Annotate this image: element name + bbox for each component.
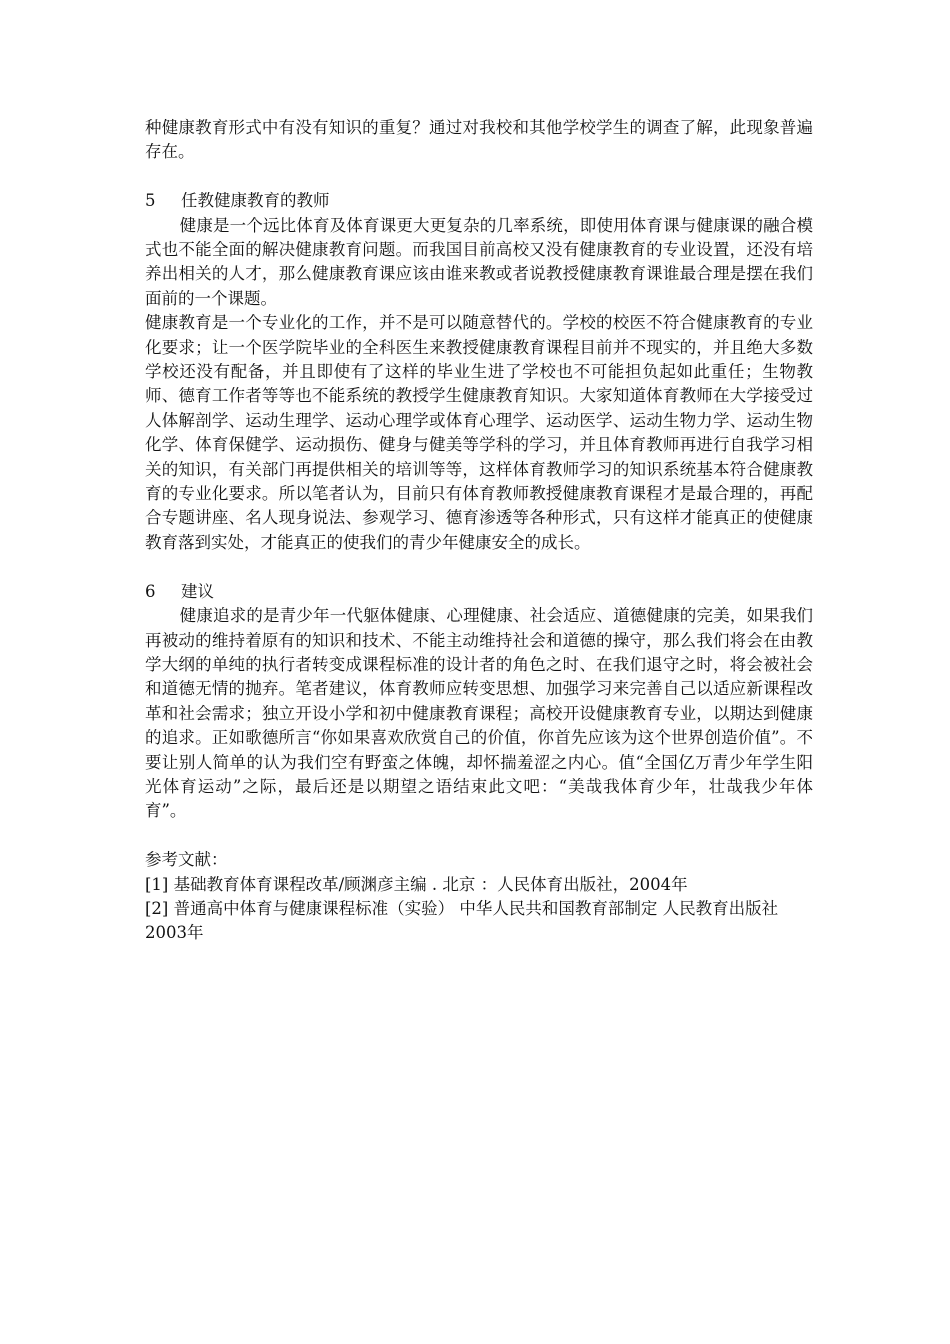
section-5-number: 5 — [145, 191, 156, 211]
section-5-paragraph-2: 健康教育是一个专业化的工作，并不是可以随意替代的。学校的校医不符合健康教育的专业化要求；让一个医学院毕业的全科医生来教授健康教育课程目前并不现实的，并且绝大多数学校还没有配备，并且即使有了这样的毕业生进了学校也不可能担负起如此重任；生物教师、德育工作者等等也不能系统的教授学生健康教育知识。大家知道体育教师在大学接受过人体解剖学、运动生理学、运动心理学或体育心理学、运动医学、运动生物力学、运动生物化学、体育保健学、运动损伤、健身与健美等学科的学习，并且体育教师再进行自我学习相关的知识，有关部门再提供相关的培训等等，这样体育教师学习的知识系统基本符合健康教育的专业化要求。所以笔者认为，目前只有体育教师教授健康教育课程才是最合理的，再配合专题讲座、名人现身说法、参观学习、德育渗透等各种形式，只有这样才能真正的使健康教育落到实处，才能真正的使我们的青少年健康安全的成长。 — [145, 313, 813, 552]
reference-item-2: [2] 普通高中体育与健康课程标准（实验） 中华人民共和国教育部制定 人民教育出版社 2003年 — [145, 898, 779, 943]
section-5-paragraph-1: 健康是一个远比体育及体育课更大更复杂的几率系统，即使用体育课与健康课的融合模式也不能全面的解决健康教育问题。而我国目前高校又没有健康教育的专业设置，还没有培养出相关的人才，那么健康教育课应该由谁来教或者说教授健康教育课谁最合理是摆在我们面前的一个课题。 — [145, 215, 813, 308]
references-heading: 参考文献： — [145, 850, 228, 870]
document-page — [145, 116, 813, 946]
section-6-heading — [145, 580, 813, 604]
intro-paragraph: 种健康教育形式中有没有知识的重复？通过对我校和其他学校学生的调查了解，此现象普遍存在。 — [145, 118, 813, 162]
section-5-title: 任教健康教育的教师 — [181, 191, 330, 211]
spacer — [145, 555, 813, 579]
reference-item-1: [1] 基础教育体育课程改革/顾渊彦主编 . 北京 ：人民体育出版社，2004年 — [145, 874, 688, 894]
spacer — [145, 824, 813, 848]
spacer — [145, 165, 813, 189]
section-5-heading — [145, 189, 813, 213]
section-6-title: 建议 — [181, 581, 214, 601]
section-6-number: 6 — [145, 581, 156, 601]
section-6-paragraph-1: 健康追求的是青少年一代躯体健康、心理健康、社会适应、道德健康的完美，如果我们再被动的维持着原有的知识和技术、不能主动维持社会和道德的操守，那么我们将会在由教学大纲的单纯的执行者转变成课程标准的设计者的角色之时、在我们退守之时，将会被社会和道德无情的抛弃。笔者建议，体育教师应转变思想、加强学习来完善自己以适应新课程改革和社会需求；独立开设小学和初中健康教育课程；高校开设健康教育专业，以期达到健康的追求。正如歌德所言“你如果喜欢欣赏自己的价值，你首先应该为这个世界创造价值”。不要让别人简单的认为我们空有野蛮之体魄，却怀揣羞涩之内心。值“全国亿万青少年学生阳光体育运动”之际，最后还是以期望之语结束此文吧：“美哉我体育少年，壮哉我少年体育”。 — [145, 606, 813, 821]
